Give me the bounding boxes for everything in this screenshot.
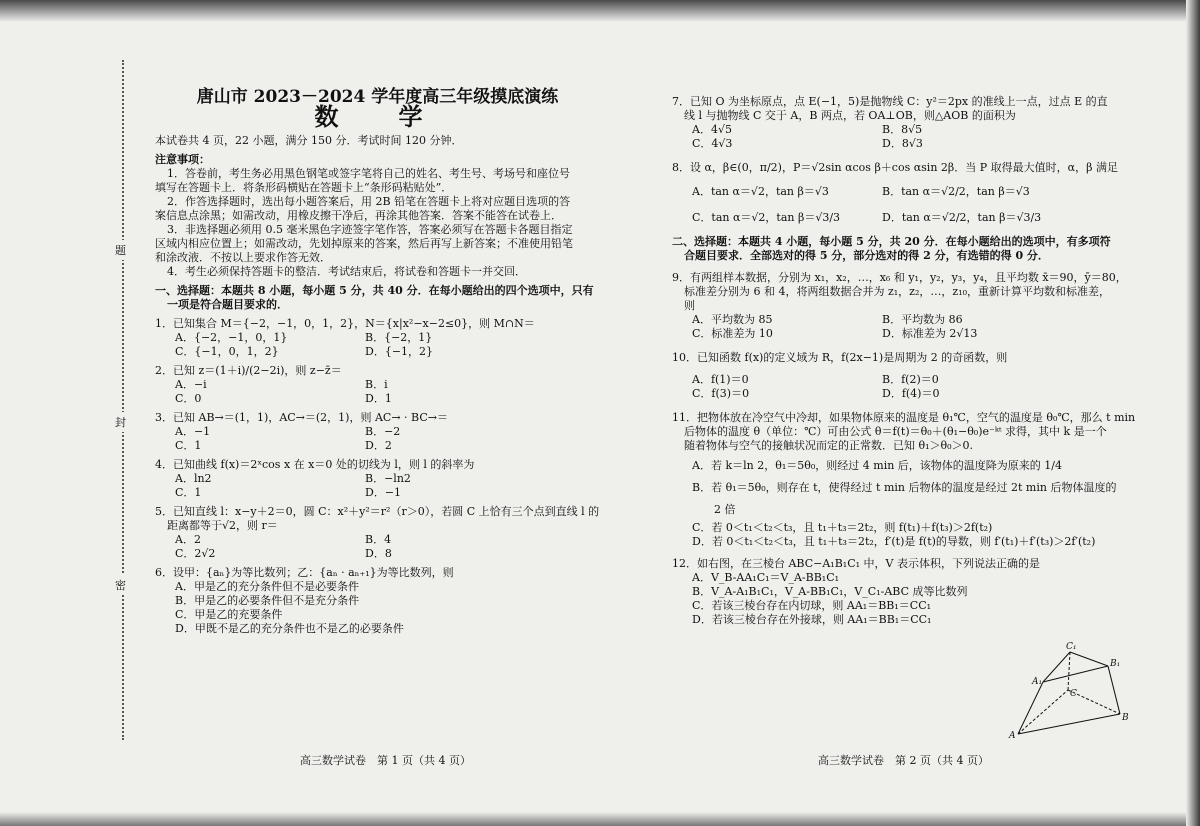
option-b: B．甲是乙的必要条件但不是充分条件 — [175, 594, 360, 607]
question-10 — [672, 351, 1142, 401]
notes-line: 区域内相应位置上；如需改动，先划掉原来的答案，然后再写上新答案；不准使用铅笔 — [155, 237, 573, 250]
option-c: C．f(3)＝0 — [692, 387, 750, 400]
scan-edge-bottom — [0, 812, 1200, 826]
page-2-column — [672, 90, 1142, 627]
edge-ab — [1018, 714, 1120, 734]
option-b: B．{−2，1} — [365, 331, 433, 344]
option-c: C．1 — [175, 439, 202, 452]
question-5 — [155, 505, 600, 561]
notes-line: 和涂改液．不按以上要求作答无效． — [155, 251, 331, 264]
option-a: A．若 k＝ln 2，θ₁＝5θ₀，则经过 4 min 后，该物体的温度降为原来的 1/4 — [692, 459, 1062, 472]
edge-bb1 — [1108, 666, 1120, 714]
question-12 — [672, 557, 1142, 627]
notes-heading: 注意事项： — [155, 153, 210, 166]
option-a: A．4√5 — [692, 123, 732, 136]
option-a: A．−1 — [175, 425, 211, 438]
option-d: D．f(4)＝0 — [882, 387, 940, 400]
notes-line: 案信息点涂黑；如需改动，用橡皮擦干净后，再涂其他答案．答案不能答在试卷上． — [155, 209, 562, 222]
option-d: D．8√3 — [882, 137, 923, 150]
question-4 — [155, 458, 600, 500]
option-d: D．tan α＝√2/2，tan β＝√3/3 — [882, 211, 1042, 224]
margin-label-feng: 封 — [115, 412, 126, 432]
option-c: C．2√2 — [175, 547, 216, 560]
question-stem: 11．把物体放在冷空气中冷却，如果物体原来的温度是 θ₁℃，空气的温度是 θ₀℃，那么 t min — [672, 411, 1136, 424]
section-2-heading-cont: 合题目要求．全部选对的得 5 分，部分选对的得 2 分，有选错的得 0 分． — [684, 249, 1049, 262]
notes-line: 1．答卷前，考生务必用黑色钢笔或签字笔将自己的姓名、考生号、考场号和座位号 — [167, 167, 570, 180]
option-d: D．甲既不是乙的充分条件也不是乙的必要条件 — [175, 622, 404, 635]
option-c: C．1 — [175, 486, 202, 499]
question-11 — [672, 411, 1142, 549]
option-a: A．2 — [175, 533, 201, 546]
label-c1: C₁ — [1066, 642, 1077, 652]
question-stem: 1．已知集合 M＝{−2，−1，0，1，2}，N＝{x|x²−x−2≤0}，则 M∩N＝ — [155, 317, 535, 330]
option-b: B．f(2)＝0 — [882, 373, 939, 386]
option-b: B．4 — [365, 533, 392, 546]
question-stem: 6．设甲：{aₙ}为等比数列；乙：{aₙ · aₙ₊₁}为等比数列，则 — [155, 566, 454, 579]
option-a: A．V_B-AA₁C₁＝V_A-BB₁C₁ — [692, 571, 840, 584]
question-6 — [155, 566, 600, 636]
option-a: A．甲是乙的充分条件但不是必要条件 — [175, 580, 359, 593]
option-a: A．平均数为 85 — [692, 313, 773, 326]
question-stem: 9．有两组样本数据，分别为 x₁，x₂，…，x₆ 和 y₁，y₂，y₃，y₄，且平均数 x̄＝90，ȳ＝80， — [672, 271, 1127, 284]
option-b: B．−ln2 — [365, 472, 411, 485]
option-c: C．{−1，0，1，2} — [175, 345, 279, 358]
question-stem: 4．已知曲线 f(x)＝2ˣcos x 在 x＝0 处的切线为 l，则 l 的斜率为 — [155, 458, 475, 471]
notes-line: 填写在答题卡上．将条形码横贴在答题卡上“条形码粘贴处”． — [155, 181, 453, 194]
question-stem: 10．已知函数 f(x)的定义域为 R，f(2x−1)是周期为 2 的奇函数，则 — [672, 351, 1008, 364]
notes-line: 2．作答选择题时，选出每小题答案后，用 2B 铅笔在答题卡上将对应题目选项的答 — [167, 195, 571, 208]
option-d: D．{−1，2} — [365, 345, 434, 358]
option-b: B．i — [365, 378, 388, 391]
option-c: C．标准差为 10 — [692, 327, 773, 340]
section-1-heading-cont: 一项是符合题目要求的． — [167, 298, 288, 311]
option-d: D．−1 — [365, 486, 402, 499]
option-c: C．4√3 — [692, 137, 733, 150]
edge-ac — [1018, 690, 1068, 734]
question-stem-cont: 后物体的温度 θ（单位：℃）可由公式 θ＝f(t)＝θ₀＋(θ₁−θ₀)e⁻ᵏᵗ 求得，其中 k 是一个 — [684, 425, 1107, 438]
option-d: D．标准差为 2√13 — [882, 327, 978, 340]
option-c: C．若 0＜t₁＜t₂＜t₃，且 t₁＋t₃＝2t₂，则 f(t₁)＋f(t₃)＞2f(t₂) — [692, 521, 993, 534]
label-b: B — [1122, 713, 1129, 723]
option-c: C．甲是乙的充要条件 — [175, 608, 283, 621]
label-b1: B₁ — [1110, 659, 1121, 669]
option-b: B．tan α＝√2/2，tan β＝√3 — [882, 185, 1030, 198]
question-stem: 3．已知 AB→＝(1，1)，AC→＝(2，1)，则 AC→ · BC→＝ — [155, 411, 448, 424]
option-d: D．2 — [365, 439, 392, 452]
option-a: A．−i — [175, 378, 207, 391]
margin-label-mi: 密 — [115, 575, 126, 595]
option-d: D．若该三棱台存在外接球，则 AA₁＝BB₁＝CC₁ — [692, 613, 932, 626]
option-d: D．8 — [365, 547, 392, 560]
section-2-heading: 二、选择题：本题共 4 小题，每小题 5 分，共 20 分．在每小题给出的选项中，有多项符 — [672, 235, 1111, 248]
notes-line: 4．考生必须保持答题卡的整洁．考试结束后，将试卷和答题卡一并交回． — [167, 265, 526, 278]
option-b: B．8√5 — [882, 123, 923, 136]
option-a: A．ln2 — [175, 472, 212, 485]
question-2 — [155, 364, 600, 406]
option-c: C．0 — [175, 392, 202, 405]
question-7 — [672, 95, 1142, 151]
edge-a1c1 — [1043, 652, 1070, 682]
option-a: A．tan α＝√2，tan β＝√3 — [692, 185, 829, 198]
option-c: C．tan α＝√2，tan β＝√3/3 — [692, 211, 841, 224]
page-1-column — [155, 87, 600, 636]
question-stem-cont: 距离都等于√2，则 r＝ — [167, 519, 278, 532]
option-a: A．{−2，−1，0，1} — [175, 331, 288, 344]
edge-aa1 — [1018, 682, 1043, 734]
question-stem-cont: 线 l 与抛物线 C 交于 A，B 两点，若 OA⊥OB，则△AOB 的面积为 — [684, 109, 1016, 122]
question-stem-cont: 则 — [684, 299, 695, 312]
question-stem: 7．已知 O 为坐标原点，点 E(−1，5)是抛物线 C：y²＝2px 的准线上一点，过点 E 的直 — [672, 95, 1108, 108]
question-stem: 2．已知 z＝(1＋i)/(2−2i)，则 z−z̄＝ — [155, 364, 342, 377]
scan-edge-right — [1186, 0, 1200, 826]
subject-title: 数 学 — [314, 102, 441, 131]
question-8 — [672, 161, 1142, 225]
option-b: B．若 θ₁＝5θ₀，则存在 t，使得经过 t min 后物体的温度是经过 2t min 后物体温度的 — [692, 481, 1117, 494]
option-d: D．1 — [365, 392, 392, 405]
edge-c1b1 — [1070, 652, 1108, 666]
label-a1: A₁ — [1032, 677, 1043, 687]
question-3 — [155, 411, 600, 453]
option-d: D．若 0＜t₁＜t₂＜t₃，且 t₁＋t₃＝2t₂，f′(t)是 f(t)的导数，则 f′(t₁)＋f′(t₃)＞2f′(t₂) — [692, 535, 1096, 548]
question-stem: 8．设 α，β∈(0，π/2)，P＝√2sin αcos β＋cos αsin 2β．当 P 取得最大值时，α，β 满足 — [672, 161, 1118, 174]
question-stem-cont: 随着物体与空气的接触状况而定的正常数．已知 θ₁＞θ₀＞0. — [684, 439, 974, 452]
option-a: A．f(1)＝0 — [692, 373, 749, 386]
exam-title: 唐山市 2023－2024 学年度高三年级摸底演练 — [196, 87, 559, 107]
section-1-heading: 一、选择题：本题共 8 小题，每小题 5 分，共 40 分．在每小题给出的四个选项中，只有 — [155, 284, 594, 297]
option-b-cont: 2 倍 — [692, 503, 736, 516]
page-2-footer: 高三数学试卷 第 2 页（共 4 页） — [818, 754, 989, 767]
label-c: C — [1070, 689, 1077, 699]
scan-edge-top — [0, 0, 1200, 22]
frustum-figure — [1008, 640, 1138, 740]
option-c: C．若该三棱台存在内切球，则 AA₁＝BB₁＝CC₁ — [692, 599, 932, 612]
question-9 — [672, 271, 1142, 341]
exam-intro: 本试卷共 4 页，22 小题，满分 150 分．考试时间 120 分钟． — [155, 134, 463, 147]
option-b: B．−2 — [365, 425, 401, 438]
question-stem: 5．已知直线 l：x−y＋2＝0，圆 C：x²＋y²＝r²（r＞0），若圆 C 上恰有三个点到直线 l 的 — [155, 505, 600, 518]
page-1-footer: 高三数学试卷 第 1 页（共 4 页） — [300, 754, 471, 767]
question-stem: 12．如右图，在三棱台 ABC−A₁B₁C₁ 中，V 表示体积，下列说法正确的是 — [672, 557, 1040, 570]
binding-dotted-line — [122, 60, 124, 740]
option-b: B．平均数为 86 — [882, 313, 963, 326]
question-stem-cont: 标准差分别为 6 和 4，将两组数据合并为 z₁，z₂，…，z₁₀，重新计算平均数和标准差， — [684, 285, 1111, 298]
question-1 — [155, 317, 600, 359]
edge-a1b1 — [1043, 666, 1108, 682]
edge-cc1 — [1068, 652, 1070, 690]
margin-label-ti: 题 — [115, 240, 126, 260]
label-a: A — [1009, 731, 1016, 740]
notes-line: 3．非选择题必须用 0.5 毫米黑色字迹签字笔作答，答案必须写在答题卡各题目指定 — [167, 223, 573, 236]
option-b: B．V_A-A₁B₁C₁，V_A-BB₁C₁，V_C₁-ABC 成等比数列 — [692, 585, 968, 598]
